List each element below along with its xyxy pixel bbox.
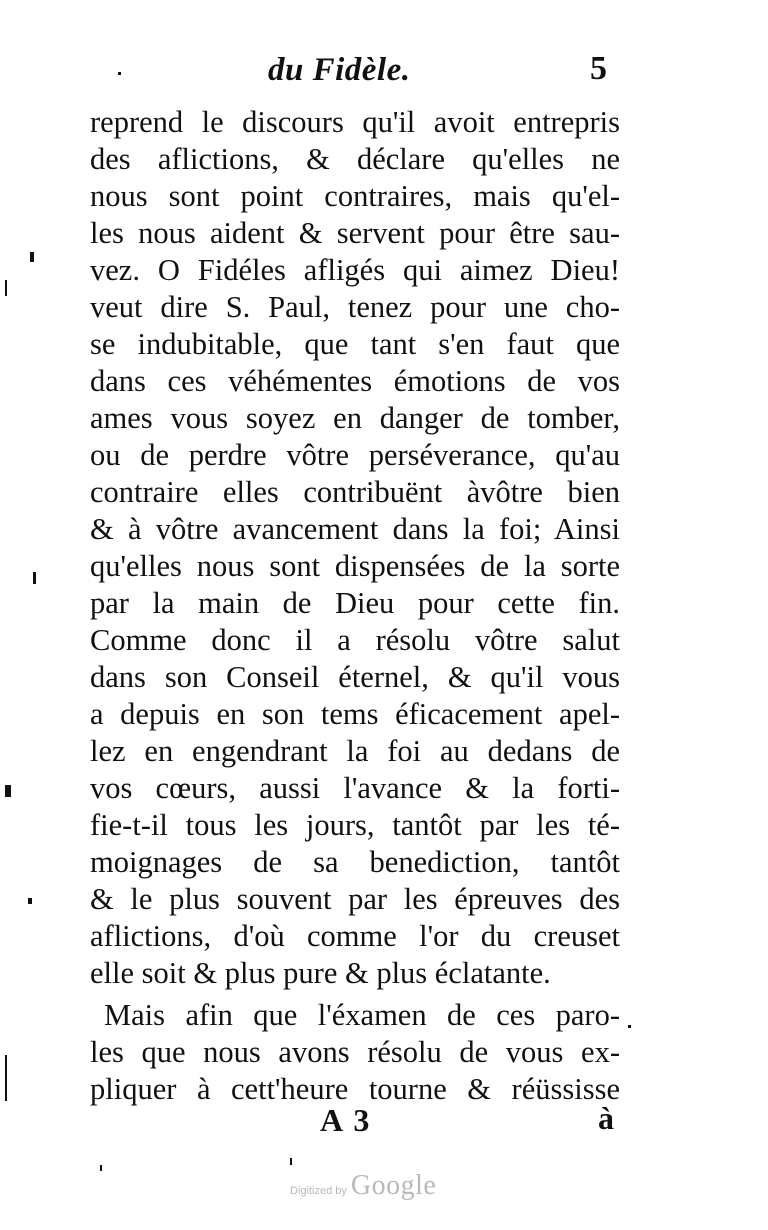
catchword: à — [598, 1100, 614, 1136]
text-line: dans ces véhémentes émotions de vos — [90, 364, 620, 398]
text-line: reprend le discours qu'il avoit entrepris — [90, 105, 620, 139]
margin-speck — [5, 1055, 7, 1101]
text-line: dans son Conseil éternel, & qu'il vous — [90, 660, 620, 694]
signature-mark: A 3 — [320, 1102, 372, 1138]
running-head-title: du Fidèle. — [268, 52, 411, 88]
digitized-by-text: Digitized by — [290, 1185, 347, 1197]
text-line: ames vous soyez en danger de tomber, — [90, 401, 620, 435]
margin-speck — [5, 280, 7, 296]
text-line: moignages de sa benediction, tantôt — [90, 845, 620, 879]
page-number: 5 — [590, 50, 607, 87]
text-line: a depuis en son tems éficacement apel- — [90, 697, 620, 731]
text-line: & le plus souvent par les épreuves des — [90, 882, 620, 916]
text-line-paragraph-start: Mais afin que l'éxamen de ces paro- — [104, 998, 620, 1032]
margin-speck — [290, 1158, 292, 1165]
text-line: & à vôtre avancement dans la foi; Ainsi — [90, 512, 620, 546]
text-line: contraire elles contribuënt àvôtre bien — [90, 475, 620, 509]
text-line: vos cœurs, aussi l'avance & la forti- — [90, 771, 620, 805]
text-line: aflictions, d'où comme l'or du creuset — [90, 919, 620, 953]
text-line: veut dire S. Paul, tenez pour une cho- — [90, 290, 620, 324]
margin-speck — [118, 72, 121, 75]
text-line: lez en engendrant la foi au dedans de — [90, 734, 620, 768]
text-line: se indubitable, que tant s'en faut que — [90, 327, 620, 361]
text-line: par la main de Dieu pour cette fin. — [90, 586, 620, 620]
google-logo-text: Google — [350, 1170, 437, 1201]
margin-speck — [33, 572, 36, 584]
text-line: elle soit & plus pure & plus éclatante. — [90, 956, 551, 990]
text-line: vez. O Fidéles afligés qui aimez Dieu! — [90, 253, 620, 287]
digitization-stamp — [290, 1170, 436, 1200]
text-line: des aflictions, & déclare qu'elles ne — [90, 142, 620, 176]
text-line: Comme donc il a résolu vôtre salut — [90, 623, 620, 657]
text-line: nous sont point contraires, mais qu'el- — [90, 179, 620, 213]
text-line: qu'elles nous sont dispensées de la sorte — [90, 549, 620, 583]
text-line: les que nous avons résolu de vous ex- — [90, 1035, 620, 1069]
margin-speck — [30, 252, 34, 262]
margin-speck — [28, 898, 32, 904]
margin-speck — [5, 785, 11, 797]
text-line: pliquer à cett'heure tourne & réüssisse — [90, 1072, 620, 1106]
text-line: fie-t-il tous les jours, tantôt par les té- — [90, 808, 620, 842]
margin-speck — [628, 1025, 631, 1028]
text-line: les nous aident & servent pour être sau- — [90, 216, 620, 250]
body-text — [90, 104, 620, 1108]
text-line: ou de perdre vôtre perséverance, qu'au — [90, 438, 620, 472]
margin-speck — [100, 1165, 102, 1171]
